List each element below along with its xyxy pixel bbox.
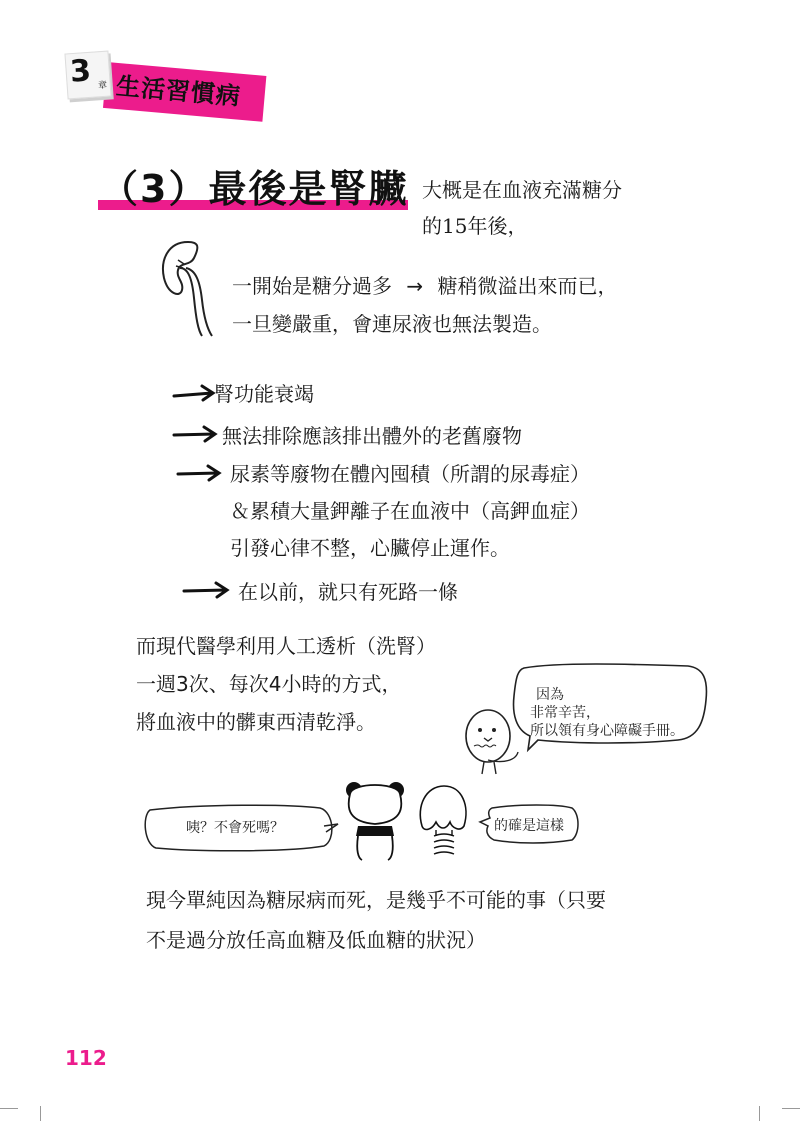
conclusion-line2: 不是過分放任高血糖及低血糖的狀況） (146, 928, 486, 952)
step-uremia: 尿素等廢物在體內囤積（所謂的尿毒症） (230, 462, 590, 486)
arrow-icon (176, 462, 222, 484)
panda-illustration (342, 780, 408, 862)
arrow-icon: → (406, 274, 424, 298)
bird-bubble-line2: 非常辛苦， (530, 705, 600, 721)
section-note-line2: 的15年後， (422, 214, 528, 238)
intro-line1 (232, 270, 617, 299)
chapter-number: 3 (68, 53, 93, 90)
modern-line3: 將血液中的髒東西清乾淨。 (136, 710, 376, 734)
conclusion-line1: 現今單純因為糖尿病而死，是幾乎不可能的事（只要 (146, 888, 606, 912)
modern-line1: 而現代醫學利用人工透析（洗腎） (136, 634, 436, 658)
chapter-title: 生活習慣病 (115, 71, 243, 111)
arrow-icon (172, 423, 218, 445)
chapter-suffix: 章 (97, 80, 108, 92)
modern-line2: 一週3次、每次4小時的方式， (136, 672, 402, 696)
step-hyperkalemia: ＆累積大量鉀離子在血液中（高鉀血症） (230, 499, 590, 523)
page-number: 112 (65, 1046, 107, 1070)
crop-mark (759, 1106, 760, 1121)
intro-line2: 一旦變嚴重，會連尿液也無法製造。 (232, 312, 552, 336)
crop-mark (0, 1108, 18, 1109)
crop-mark (40, 1106, 41, 1121)
kidney-illustration (158, 238, 220, 338)
bird-bubble-line3: 所以領有身心障礙手冊。 (530, 723, 684, 739)
section-title: （3）最後是腎臟 (100, 167, 409, 211)
arrow-icon (182, 579, 232, 601)
intro-line1-b: 糖稍微溢出來而已， (437, 274, 618, 298)
left-bubble-text: 咦？不會死嗎？ (186, 820, 284, 836)
step-kidney-failure: 腎功能衰竭 (214, 382, 314, 406)
intro-line1-a: 一開始是糖分過多 (232, 274, 392, 298)
arrow-icon (172, 382, 216, 404)
step-death: 在以前，就只有死路一條 (238, 580, 458, 604)
crop-mark (782, 1108, 800, 1109)
bird-bubble-line1: 因為 (536, 687, 564, 703)
step-waste: 無法排除應該排出體外的老舊廢物 (222, 424, 522, 448)
section-note-line1: 大概是在血液充滿糖分 (422, 178, 622, 202)
step-arrhythmia: 引發心律不整，心臟停止運作。 (230, 536, 510, 560)
ghost-illustration (414, 782, 470, 862)
section-note (422, 172, 622, 244)
right-bubble-text: 的確是這樣 (494, 818, 564, 834)
